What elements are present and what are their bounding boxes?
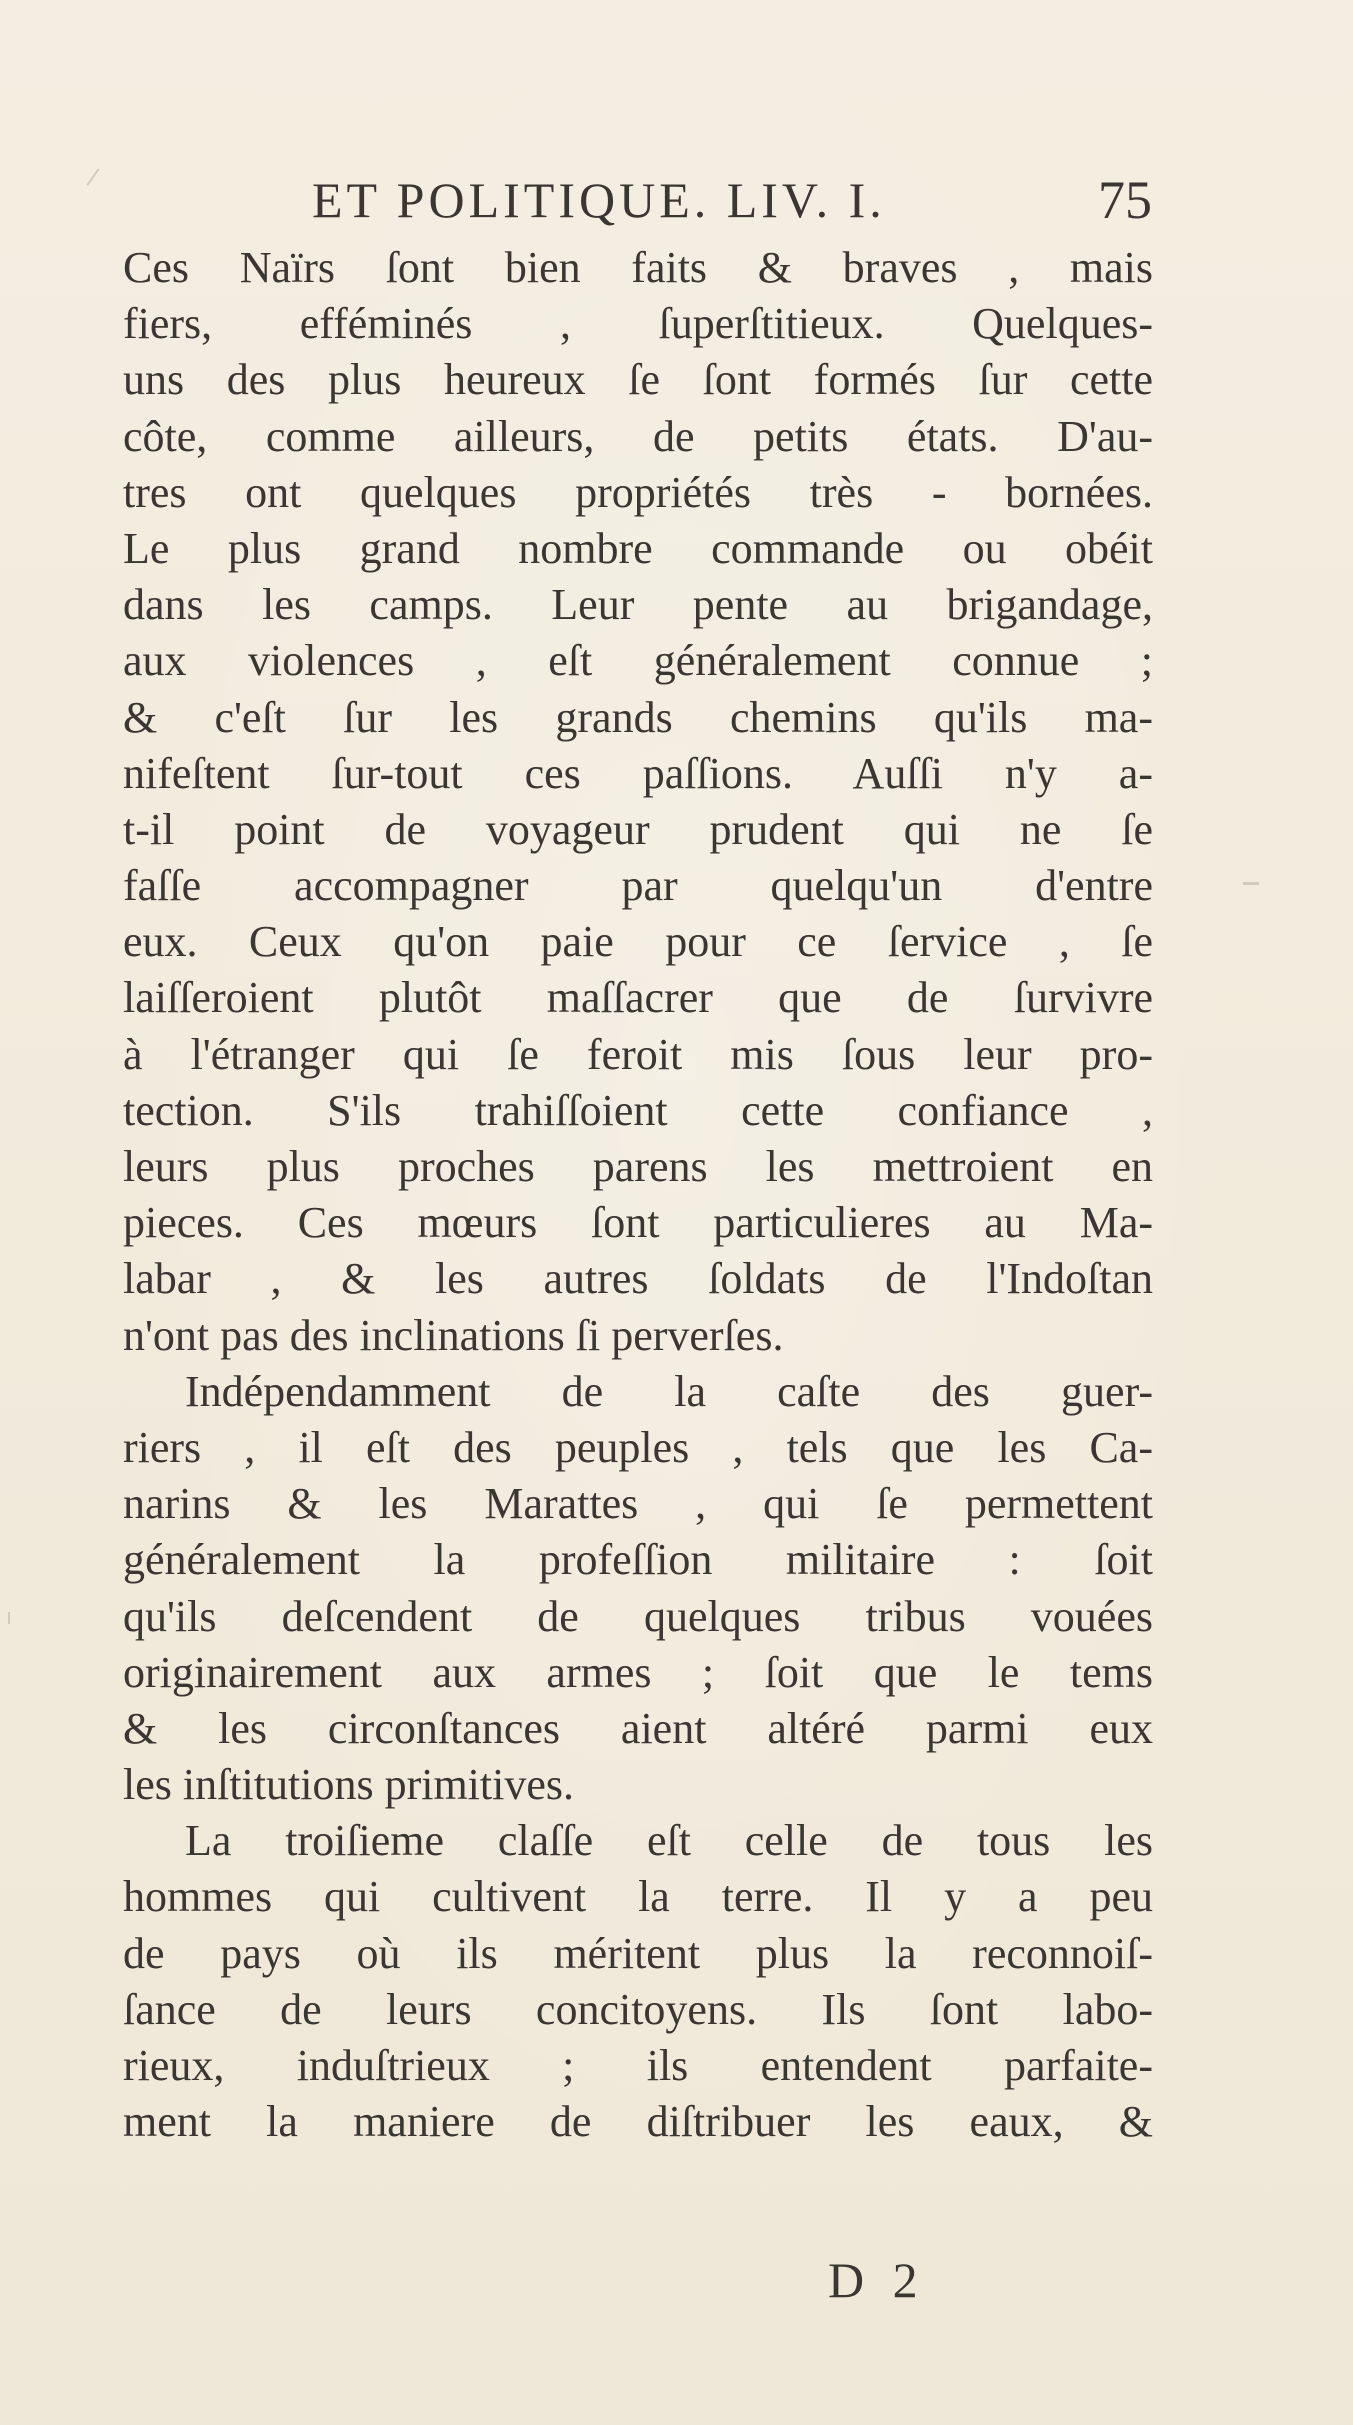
text-line: ment la maniere de diſtribuer les eaux, &	[123, 2097, 1153, 2147]
margin-speck	[86, 168, 99, 186]
text-line: de pays où ils méritent plus la reconnoiſ-	[123, 1928, 1153, 1978]
running-head	[312, 165, 1152, 235]
text-line: aux violences , eſt généralement connue ;	[123, 636, 1153, 686]
text-line: tection. S'ils trahiſſoient cette confiance ,	[123, 1085, 1153, 1135]
text-line: à l'étranger qui ſe feroit mis ſous leur pro-	[123, 1029, 1153, 1079]
text-line: labar , & les autres ſoldats de l'Indoſtan	[123, 1254, 1153, 1304]
text-line: uns des plus heureux ſe ſont formés ſur cette	[123, 355, 1153, 405]
paragraph	[123, 1813, 1153, 2150]
text-line: côte, comme ailleurs, de petits états. D'au-	[123, 411, 1153, 461]
text-line: leurs plus proches parens les mettroient en	[123, 1142, 1153, 1191]
text-line: eux. Ceux qu'on paie pour ce ſervice , ſe	[123, 917, 1153, 967]
text-line: tres ont quelques propriétés très - bornées.	[123, 467, 1153, 517]
running-title: ET POLITIQUE. LIV. I.	[312, 172, 886, 228]
margin-speck	[1243, 882, 1259, 885]
paragraph	[123, 240, 1153, 1364]
text-line: généralement la profeſſion militaire : ſoit	[123, 1535, 1153, 1585]
text-line: n'ont pas des inclinations ſi perverſes.	[123, 1310, 784, 1360]
paragraph	[123, 1364, 1153, 1814]
text-line: Ces Naïrs ſont bien faits & braves , mais	[123, 243, 1153, 292]
text-line: ſance de leurs concitoyens. Ils ſont labo-	[123, 1984, 1153, 2034]
margin-speck	[8, 1612, 10, 1624]
text-line: Indépendamment de la caſte des guer-	[185, 1366, 1153, 1416]
text-line: dans les camps. Leur pente au brigandage,	[123, 580, 1153, 630]
body-text	[123, 240, 1153, 2150]
signature-mark: D 2	[828, 2252, 926, 2308]
text-line: La troiſieme claſſe eſt celle de tous les	[185, 1816, 1153, 1866]
text-line: Le plus grand nombre commande ou obéit	[123, 523, 1153, 573]
text-line: riers , il eſt des peuples , tels que les Ca-	[123, 1422, 1153, 1472]
text-line: & les circonſtances aient altéré parmi eux	[123, 1703, 1153, 1753]
text-line: fiers, efféminés , ſuperſtitieux. Quelques-	[123, 299, 1153, 349]
text-line: qu'ils deſcendent de quelques tribus vouées	[123, 1591, 1153, 1641]
text-line: t-il point de voyageur prudent qui ne ſe	[123, 804, 1153, 854]
text-line: pieces. Ces mœurs ſont particulieres au Ma-	[123, 1198, 1153, 1248]
text-line: les inſtitutions primitives.	[123, 1760, 574, 1810]
page-number: 75	[1098, 170, 1152, 230]
text-line: hommes qui cultivent la terre. Il y a peu	[123, 1872, 1153, 1922]
text-line: rieux, induſtrieux ; ils entendent parfaite-	[123, 2041, 1153, 2090]
text-line: laiſſeroient plutôt maſſacrer que de ſurvivre	[123, 973, 1153, 1023]
text-line: & c'eſt ſur les grands chemins qu'ils ma-	[123, 692, 1153, 742]
text-line: faſſe accompagner par quelqu'un d'entre	[123, 861, 1153, 911]
text-line: narins & les Marattes , qui ſe permettent	[123, 1479, 1153, 1529]
text-line: originairement aux armes ; ſoit que le tems	[123, 1647, 1153, 1697]
text-line: nifeſtent ſur-tout ces paſſions. Auſſi n'y a-	[123, 748, 1153, 798]
